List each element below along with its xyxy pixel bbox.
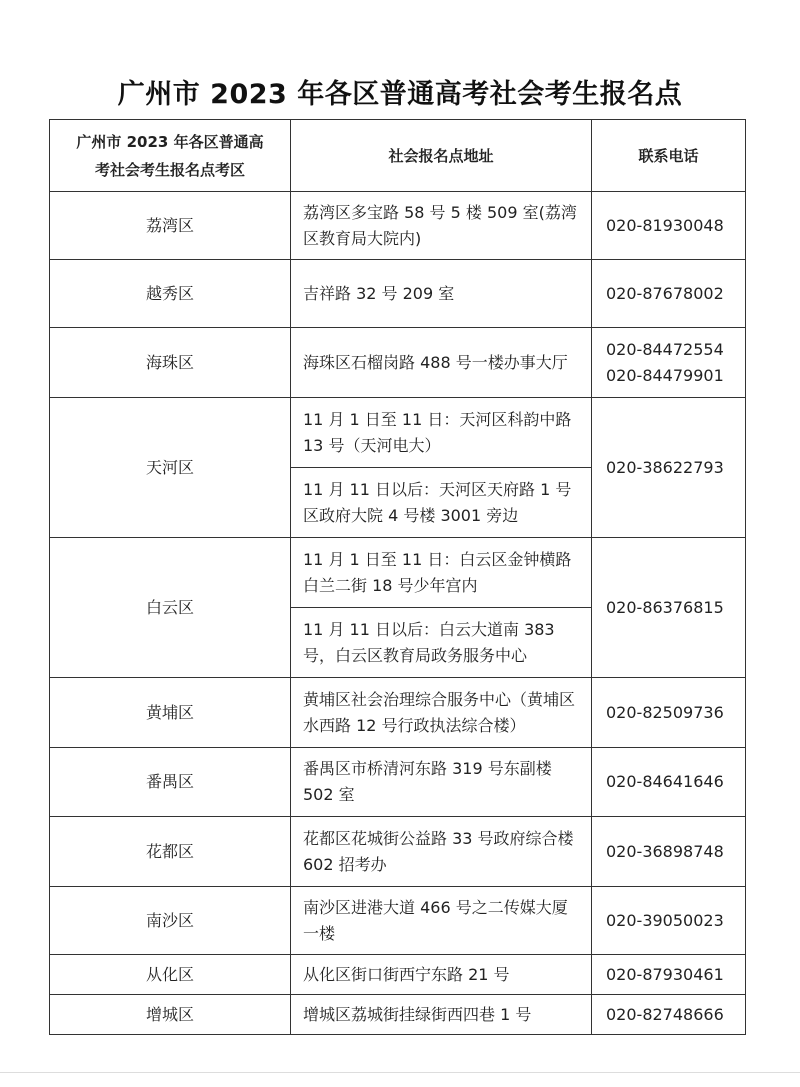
registration-table [49, 119, 746, 1035]
header-district: 广州市 2023 年各区普通高考社会考生报名点考区 [50, 120, 291, 192]
table-row [50, 398, 746, 468]
district-cell: 花都区 [50, 817, 291, 887]
table-row [50, 955, 746, 995]
district-cell: 荔湾区 [50, 192, 291, 260]
phone-cell: 020-86376815 [592, 538, 746, 678]
district-cell: 天河区 [50, 398, 291, 538]
bottom-divider [0, 1072, 800, 1073]
table-row [50, 538, 746, 608]
address-cell: 荔湾区多宝路 58 号 5 楼 509 室(荔湾区教育局大院内) [291, 192, 592, 260]
table-row [50, 328, 746, 398]
address-cell: 增城区荔城街挂绿街西四巷 1 号 [291, 995, 592, 1035]
phone-cell: 020-36898748 [592, 817, 746, 887]
district-cell: 海珠区 [50, 328, 291, 398]
phone-cell: 020-39050023 [592, 887, 746, 955]
table-row [50, 192, 746, 260]
phone-line: 020-84479901 [606, 365, 724, 385]
table-header-row [50, 120, 746, 192]
page-title: 广州市 2023 年各区普通高考社会考生报名点 [117, 79, 683, 110]
phone-cell: 020-38622793 [592, 398, 746, 538]
address-cell: 黄埔区社会治理综合服务中心（黄埔区水西路 12 号行政执法综合楼） [291, 678, 592, 748]
district-cell: 白云区 [50, 538, 291, 678]
address-cell: 11 月 11 日以后：天河区天府路 1 号区政府大院 4 号楼 3001 旁边 [291, 468, 592, 538]
phone-cell: 020-82509736 [592, 678, 746, 748]
phone-line: 020-84472554 [606, 339, 724, 359]
address-cell: 南沙区进港大道 466 号之二传媒大厦一楼 [291, 887, 592, 955]
district-cell: 从化区 [50, 955, 291, 995]
phone-cell: 020-82748666 [592, 995, 746, 1035]
table-row [50, 817, 746, 887]
district-cell: 越秀区 [50, 260, 291, 328]
phone-cell: 020-84641646 [592, 748, 746, 817]
district-cell: 增城区 [50, 995, 291, 1035]
table-row [50, 995, 746, 1035]
address-cell: 海珠区石榴岗路 488 号一楼办事大厅 [291, 328, 592, 398]
phone-cell [592, 328, 746, 398]
address-cell: 吉祥路 32 号 209 室 [291, 260, 592, 328]
table-row [50, 748, 746, 817]
address-cell: 11 月 1 日至 11 日：白云区金钟横路白兰二街 18 号少年宫内 [291, 538, 592, 608]
address-cell: 番禺区市桥清河东路 319 号东副楼 502 室 [291, 748, 592, 817]
phone-cell: 020-81930048 [592, 192, 746, 260]
phone-cell: 020-87678002 [592, 260, 746, 328]
district-cell: 番禺区 [50, 748, 291, 817]
table-row [50, 678, 746, 748]
address-cell: 花都区花城街公益路 33 号政府综合楼 602 招考办 [291, 817, 592, 887]
phone-cell: 020-87930461 [592, 955, 746, 995]
address-cell: 11 月 11 日以后：白云大道南 383 号，白云区教育局政务服务中心 [291, 608, 592, 678]
address-cell: 11 月 1 日至 11 日：天河区科韵中路 13 号（天河电大） [291, 398, 592, 468]
header-address: 社会报名点地址 [291, 120, 592, 192]
address-cell: 从化区街口街西宁东路 21 号 [291, 955, 592, 995]
header-phone: 联系电话 [592, 120, 746, 192]
district-cell: 黄埔区 [50, 678, 291, 748]
table-row [50, 887, 746, 955]
table-row [50, 260, 746, 328]
district-cell: 南沙区 [50, 887, 291, 955]
